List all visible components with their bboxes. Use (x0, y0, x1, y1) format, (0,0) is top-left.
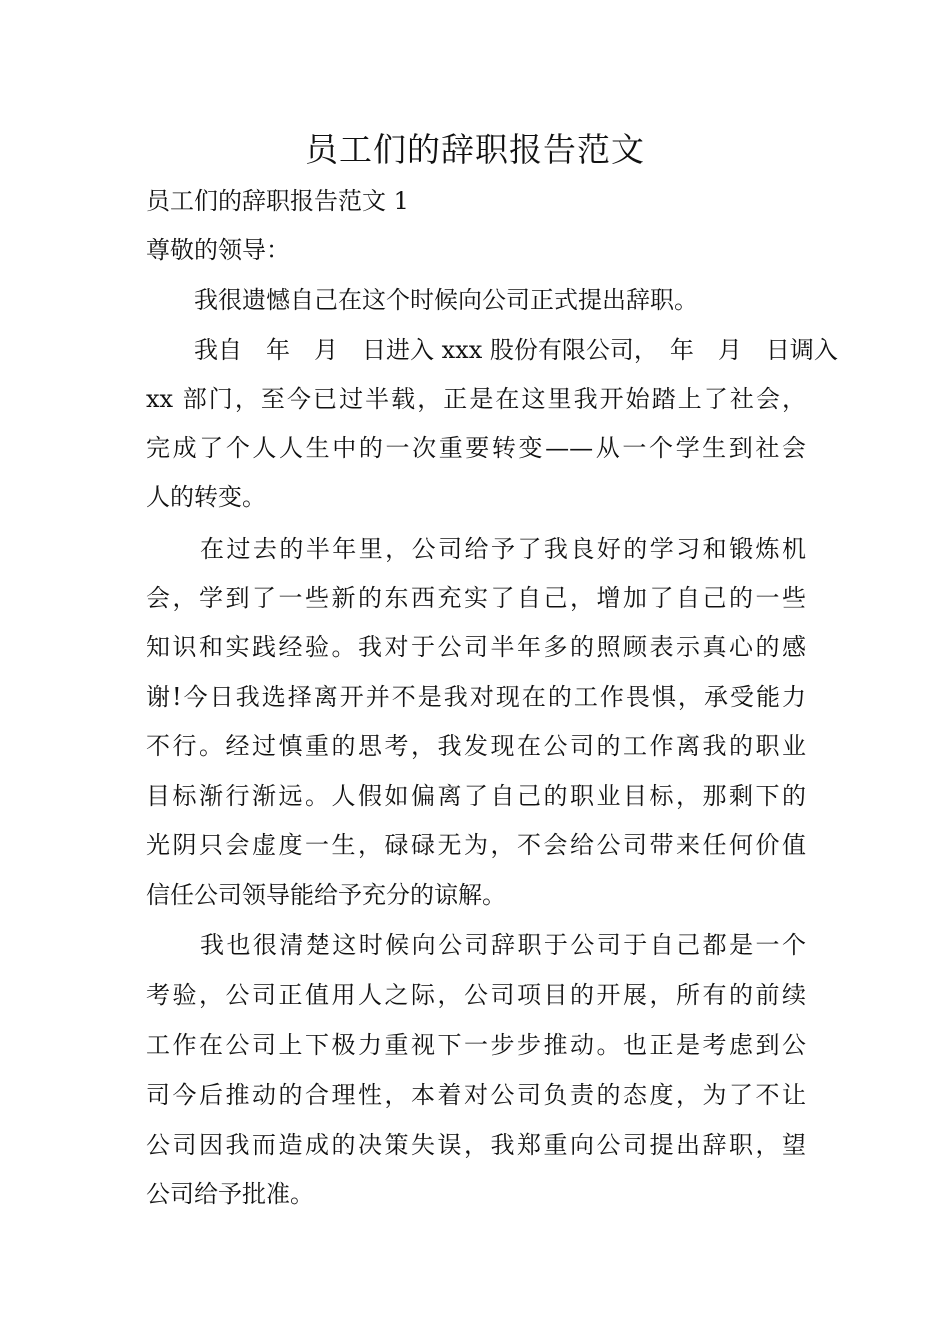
paragraph-3-line-2: 会，学到了一些新的东西充实了自己，增加了自己的一些 (146, 584, 806, 612)
paragraph-3-line-1: 在过去的半年里，公司给予了我良好的学习和锻炼机 (200, 535, 806, 563)
paragraph-4-line-4: 司今后推动的合理性，本着对公司负责的态度，为了不让 (146, 1081, 806, 1109)
paragraph-3-line-3: 知识和实践经验。我对于公司半年多的照顾表示真心的感 (146, 633, 806, 661)
paragraph-4-line-6: 公司给予批准。 (146, 1180, 314, 1208)
paragraph-3-line-8: 信任公司领导能给予充分的谅解。 (146, 881, 506, 909)
document-title: 员工们的辞职报告范文 (305, 130, 645, 169)
paragraph-3-line-6: 目标渐行渐远。人假如偏离了自己的职业目标，那剩下的 (146, 782, 806, 810)
paragraph-2-line-1: 我自 年 月 日进入 xxx 股份有限公司， 年 月 日调入 (194, 336, 838, 364)
paragraph-3-line-7: 光阴只会虚度一生，碌碌无为，不会给公司带来任何价值 (146, 831, 806, 859)
paragraph-4-line-1: 我也很清楚这时候向公司辞职于公司于自己都是一个 (200, 931, 806, 959)
section-heading: 员工们的辞职报告范文 1 (146, 187, 409, 215)
paragraph-4-line-2: 考验，公司正值用人之际，公司项目的开展，所有的前续 (146, 981, 806, 1009)
paragraph-2-line-4: 人的转变。 (146, 483, 266, 511)
paragraph-4-line-5: 公司因我而造成的决策失误，我郑重向公司提出辞职，望 (146, 1131, 806, 1159)
paragraph-4-line-3: 工作在公司上下极力重视下一步步推动。也正是考虑到公 (146, 1031, 806, 1059)
paragraph-2-line-2: xx 部门，至今已过半载，正是在这里我开始踏上了社会， (146, 385, 806, 413)
paragraph-1-line-1: 我很遗憾自己在这个时候向公司正式提出辞职。 (194, 286, 698, 314)
paragraph-3-line-4: 谢!今日我选择离开并不是我对现在的工作畏惧，承受能力 (146, 683, 806, 711)
paragraph-3-line-5: 不行。经过慎重的思考，我发现在公司的工作离我的职业 (146, 732, 806, 760)
paragraph-2-line-3: 完成了个人人生中的一次重要转变——从一个学生到社会 (146, 434, 806, 462)
salutation: 尊敬的领导： (146, 236, 290, 264)
